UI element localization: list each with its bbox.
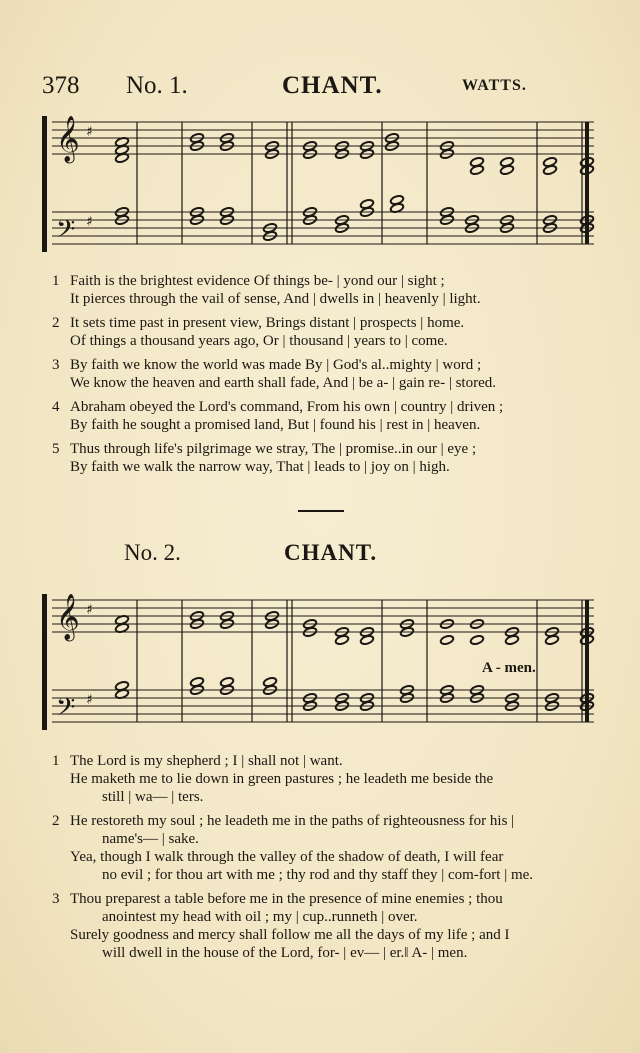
verse-number: 3 (52, 891, 60, 907)
chant-title: CHANT. (284, 540, 378, 565)
verse (52, 752, 612, 806)
verse (52, 890, 612, 962)
verse-line: He maketh me to lie down in green pastures ; he leadeth me beside the (70, 771, 494, 787)
verse-line: By faith we walk the narrow way, That | leads to | joy on | high. (70, 459, 450, 475)
sharp-icon: ♯ (86, 214, 93, 230)
verse-number: 2 (52, 315, 60, 331)
verse-line: Thou preparest a table before me in the presence of mine enemies ; thou (70, 891, 503, 907)
verse-line: It pierces through the vail of sense, And | dwells in | heavenly | light. (70, 291, 481, 307)
chant-2-verses (52, 752, 612, 968)
music-score-chant-1 (42, 112, 600, 262)
verse-number: 2 (52, 813, 60, 829)
bass-clef-icon: 𝄢 (56, 215, 76, 250)
notehead (470, 635, 485, 646)
verse-number: 1 (52, 753, 60, 769)
verse (52, 314, 612, 350)
verse-line: Of things a thousand years ago, Or | thousand | years to | come. (70, 333, 448, 349)
verse-line: Faith is the brightest evidence Of things be- | yond our | sight ; (70, 273, 445, 289)
verse (52, 272, 612, 308)
treble-clef-icon: 𝄞 (56, 594, 80, 640)
notehead (440, 635, 455, 646)
verse-number: 1 (52, 273, 60, 289)
verse-line: By faith he sought a promised land, But | found his | rest in | heaven. (70, 417, 481, 433)
chant-title: CHANT. (282, 72, 383, 99)
verse-line: Abraham obeyed the Lord's command, From his own | country | driven ; (70, 399, 504, 415)
verse-line: It sets time past in present view, Brings distant | prospects | home. (70, 315, 465, 331)
verse-line: still | wa— | ters. (102, 789, 204, 805)
verse-line: anointest my head with oil ; my | cup..runneth | over. (102, 909, 418, 925)
amen-lyric: A - men. (482, 660, 536, 676)
page-header (42, 72, 602, 102)
composer-name: WATTS. (462, 77, 527, 94)
verse-line: Surely goodness and mercy shall follow me all the days of my life ; and I (70, 927, 510, 943)
verse-line: Thus through life's pilgrimage we stray, The | promise..in our | eye ; (70, 441, 477, 457)
sharp-icon: ♯ (86, 602, 93, 618)
music-notation (42, 112, 600, 262)
staff-system (42, 116, 594, 252)
verse-line: The Lord is my shepherd ; I | shall not | want. (70, 753, 343, 769)
sharp-icon: ♯ (86, 692, 93, 708)
chant-1-verses (52, 272, 612, 482)
verse (52, 356, 612, 392)
verse-line: We know the heaven and earth shall fade, And | be a- | gain re- | stored. (70, 375, 496, 391)
verse-line: Yea, though I walk through the valley of the shadow of death, I will fear (70, 849, 504, 865)
verse-line: He restoreth my soul ; he leadeth me in the paths of righteousness for his | (70, 813, 515, 829)
verse-line: By faith we know the world was made By | God's al..mighty | word ; (70, 357, 482, 373)
verse-line: no evil ; for thou art with me ; thy rod and thy staff they | com-fort | me. (102, 867, 534, 883)
sharp-icon: ♯ (86, 124, 93, 140)
section-divider (298, 510, 344, 512)
chant-2-header (124, 540, 524, 570)
verse-number: 5 (52, 441, 60, 457)
chant-number: No. 2. (124, 540, 181, 565)
chant-number: No. 1. (126, 72, 188, 99)
system-bracket (42, 594, 47, 730)
bass-clef-icon: 𝄢 (56, 693, 76, 728)
verse-line: name's— | sake. (102, 831, 199, 847)
page-number: 378 (42, 72, 80, 99)
verse-number: 4 (52, 399, 60, 415)
verse-number: 3 (52, 357, 60, 373)
system-bracket (42, 116, 47, 252)
verse (52, 812, 612, 884)
verse (52, 398, 612, 434)
verse (52, 440, 612, 476)
verse-line: will dwell in the house of the Lord, for- | ev— | er.‖ A- | men. (102, 945, 468, 961)
treble-clef-icon: 𝄞 (56, 116, 80, 162)
